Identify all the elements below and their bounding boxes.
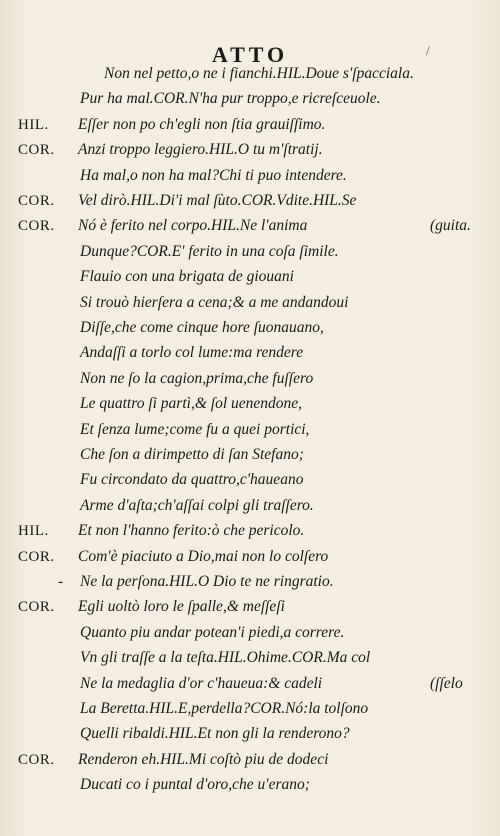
verse-line (0, 214, 500, 238)
speaker-label: COR. (18, 193, 55, 209)
verse-text: Dunque?COR.E' ferito in una coſa ſimile. (80, 242, 339, 260)
verse-text: Le quattro ſi partì,& ſol uenendone, (80, 395, 303, 413)
verse-line (0, 468, 500, 492)
verse-text: Et ſenza lume;come fu a quei portici, (80, 420, 310, 438)
verse-line (0, 748, 500, 772)
verse-line (0, 519, 500, 543)
speaker-label: COR. (18, 142, 55, 159)
verse-text: Non nel petto,o ne i fianchi.HIL.Doue s'ſpacciala. (104, 65, 414, 82)
page-header: ATTO (211, 42, 289, 67)
verse-line (0, 62, 500, 86)
verse-text: La Beretta.HIL.E,perdella?COR.Nó:la tolſono (80, 700, 369, 717)
verse-line (0, 595, 500, 619)
verse-text: Et non l'hanno ferito:ò che pericolo. (78, 522, 305, 540)
verse-text: Fu circondato da quattro,c'haueano (80, 471, 304, 489)
speaker-label: HIL. (18, 523, 49, 540)
verse-line (0, 443, 500, 467)
speaker-label: COR. (18, 548, 55, 565)
verse-line (0, 570, 500, 594)
verse-line (0, 189, 500, 213)
verse-text: Andaſſi a torlo col lume:ma rendere (80, 344, 304, 362)
verse-line (0, 87, 500, 111)
verse-text: Flauio con una brigata de giouani (80, 268, 294, 286)
verse-aside: (ſſelo (430, 674, 463, 692)
verse-line (0, 341, 500, 365)
verse-text: Eſſer non po ch'egli non ſtia grauiſſimo. (78, 115, 326, 133)
verse-text: Vel dirò.HIL.Di'i mal ſùto.COR.Vdite.HIL.Se (78, 192, 357, 209)
verse-line (0, 164, 500, 188)
verse-text: Nó è ferito nel corpo.HIL.Ne l'anima (78, 217, 308, 235)
verse-text: Ha mal,o non ha mal?Chi ti puo intendere. (80, 166, 347, 184)
corner-mark: / (426, 44, 430, 59)
line-dash: - (58, 573, 64, 590)
verse-line (0, 392, 500, 416)
speaker-label: COR. (18, 599, 55, 616)
verse-text: Diſſe,che come cinque hore ſuonauano, (80, 319, 324, 336)
verse-text: Pur ha mal.COR.N'ha pur troppo,e ricreſceuole. (80, 90, 381, 108)
verse-line (0, 367, 500, 391)
verse-line (0, 138, 500, 162)
verse-line (0, 265, 500, 289)
verse-text: Renderon eh.HIL.Mi coſtò piu de dodeci (78, 750, 329, 768)
verse-line (0, 621, 500, 645)
verse-text: Si trouò hierſera a cena;& a me andandoui (80, 293, 349, 311)
speaker-label: COR. (18, 218, 55, 235)
verse-text: Ducati co i puntal d'oro,che u'erano; (80, 776, 310, 794)
verse-text: Che ſon a dirimpetto di ſan Stefano; (80, 446, 304, 463)
verse-text: Arme d'aſta;ch'aſſai colpi gli traſſero. (80, 496, 314, 514)
verse-text: Quelli ribaldi.HIL.Et non gli la renderono? (80, 725, 350, 743)
verse-line (0, 291, 500, 315)
verse-text: Non ne ſo la cagion,prima,che fuſſero (80, 369, 314, 387)
verse-line (0, 545, 500, 569)
verse-line (0, 418, 500, 442)
speaker-label: HIL. (18, 116, 49, 133)
verse-aside: (guita. (430, 217, 471, 235)
verse-text: Ne la perſona.HIL.O Dio te ne ringratio. (80, 573, 334, 590)
verse-line (0, 240, 500, 264)
verse-text: Anzi troppo leggiero.HIL.O tu m'ſtratij. (78, 141, 323, 159)
verse-text: Vn gli traſſe a la teſta.HIL.Ohime.COR.Ma col (80, 649, 371, 667)
verse-line (0, 316, 500, 340)
verse-line (0, 494, 500, 518)
verse-text: Ne la medaglia d'or c'haueua:& cadeli (80, 674, 323, 692)
verse-line (0, 113, 500, 137)
verse-line (0, 722, 500, 746)
verse-line (0, 773, 500, 797)
speaker-label: COR. (18, 751, 55, 768)
verse-line (0, 672, 500, 696)
verse-line (0, 646, 500, 670)
verse-text: Com'è piaciuto a Dio,mai non lo colſero (78, 547, 329, 565)
verse-text: Egli uoltò loro le ſpalle,& meſſeſi (78, 598, 285, 616)
verse-text: Quanto piu andar potean'i piedi,a correre. (80, 623, 345, 641)
verse-line (0, 697, 500, 721)
